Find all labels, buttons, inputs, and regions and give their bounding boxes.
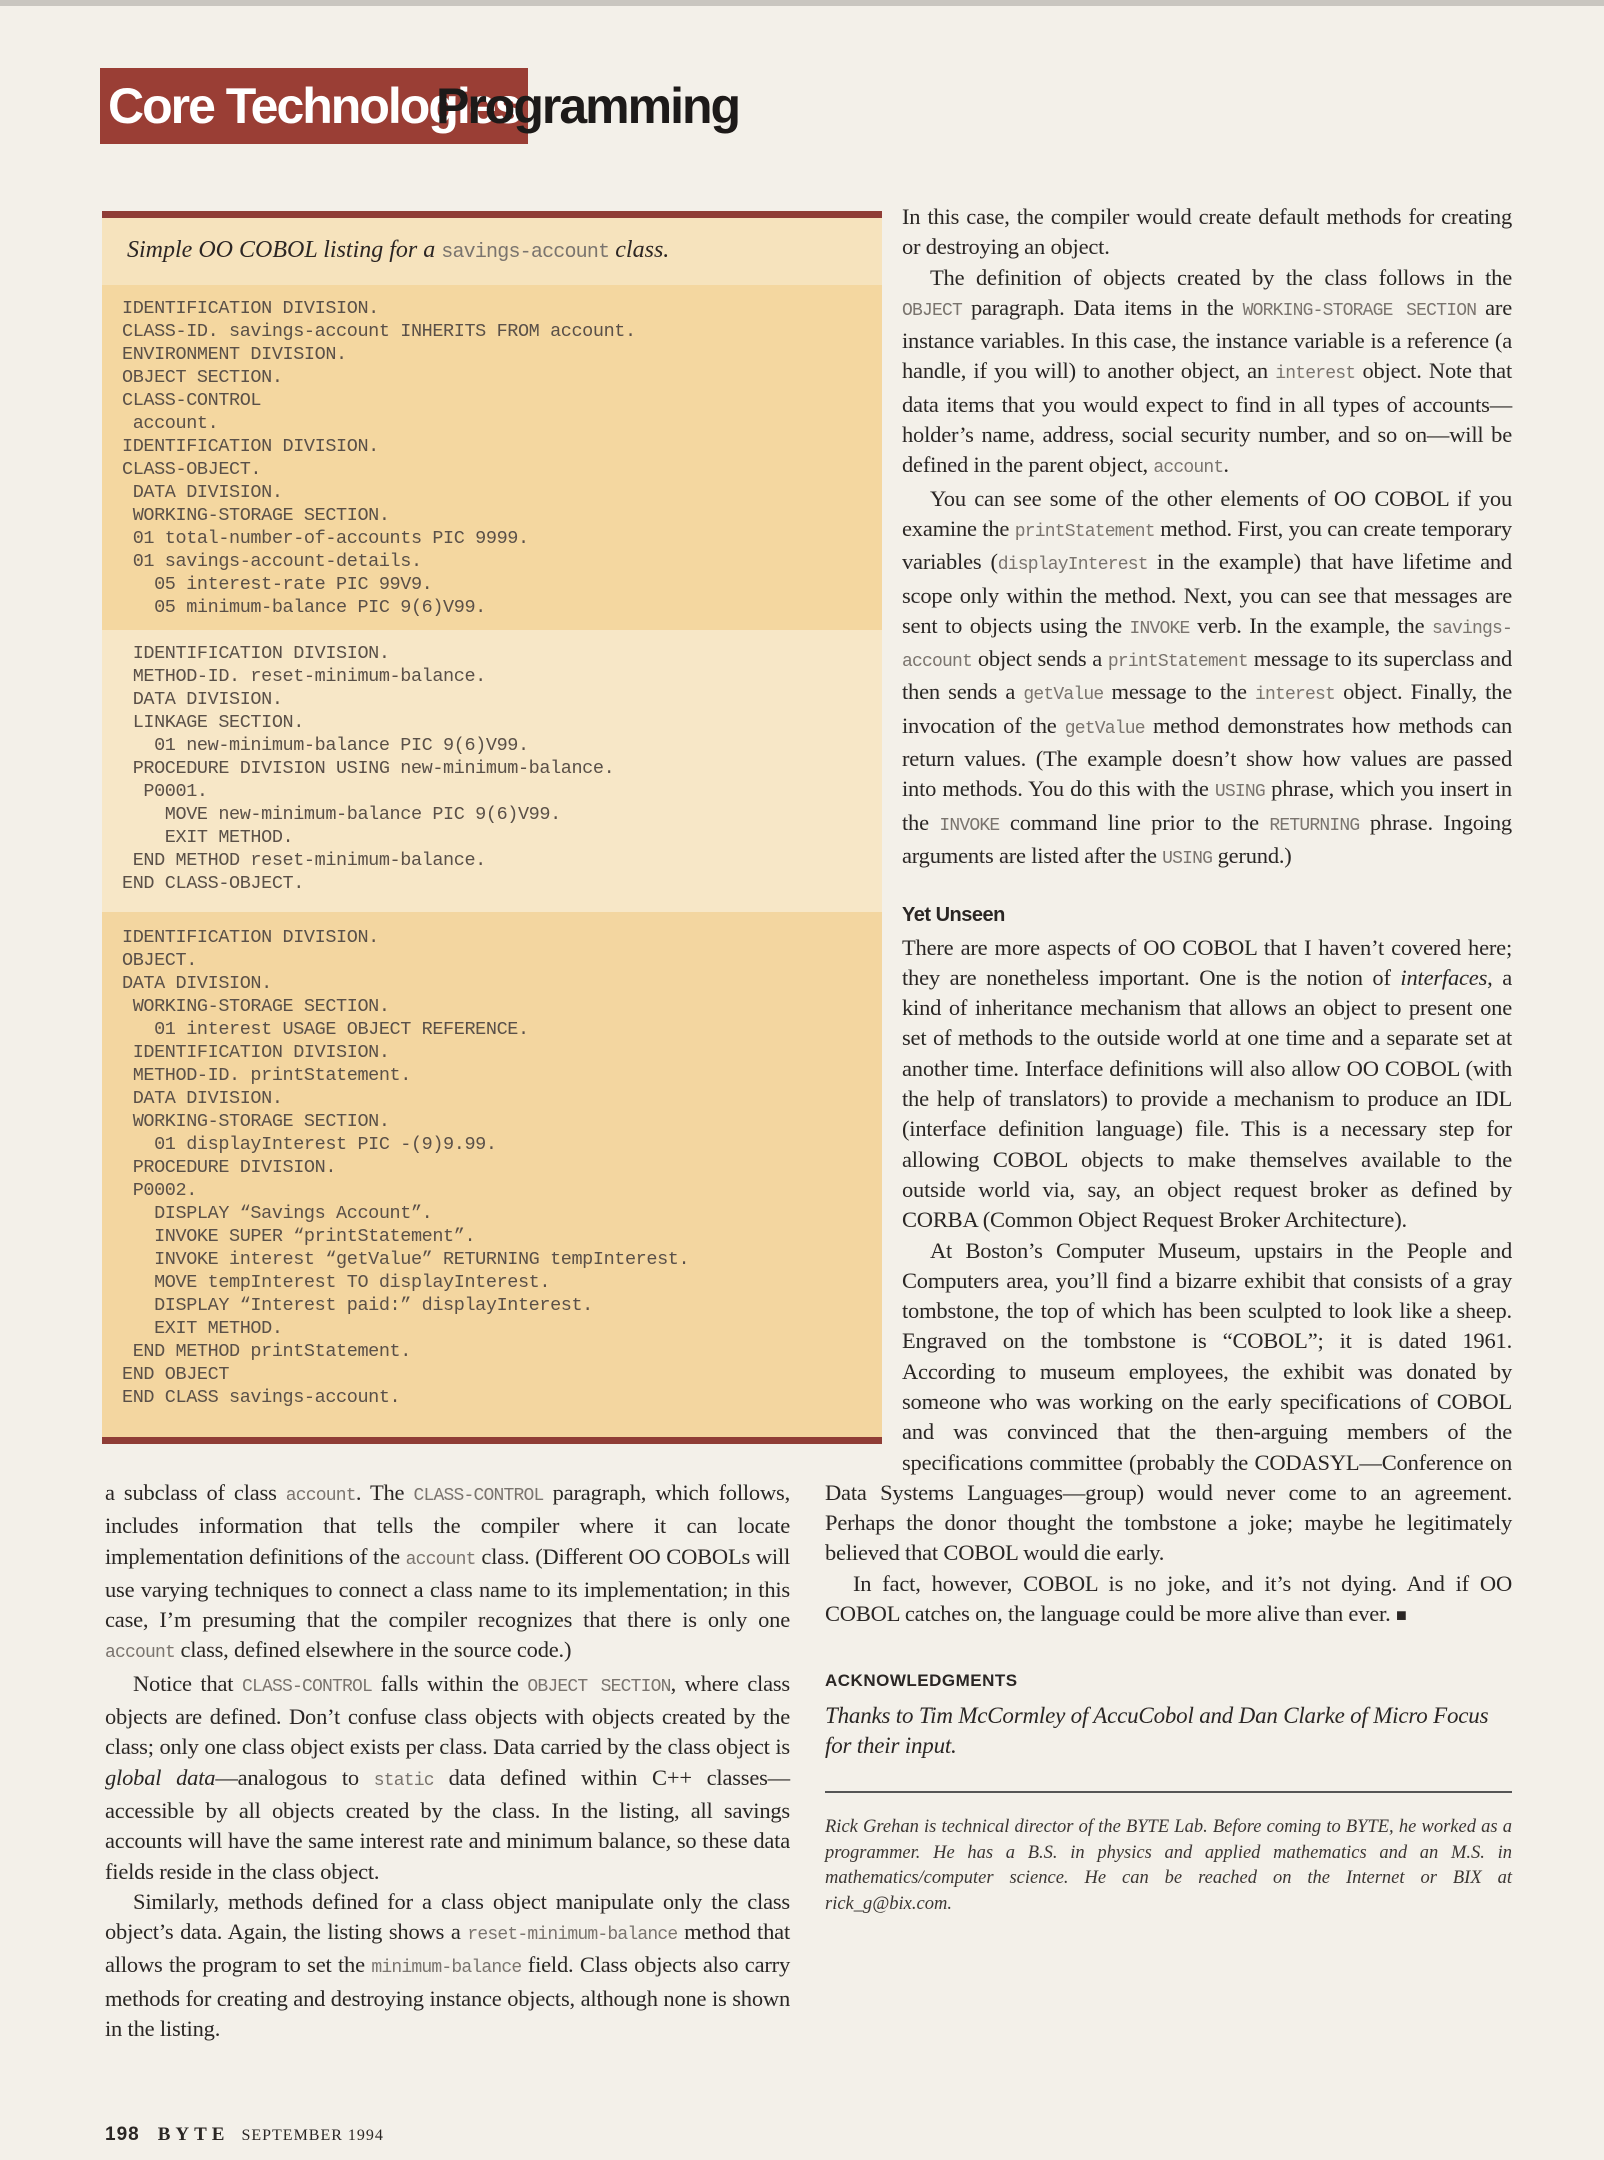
left-column: [105, 1478, 790, 2044]
text: object. Finally, the invocation of the: [902, 679, 1512, 738]
paragraph: [105, 1669, 790, 1887]
text: message to its superclass and then sends a: [902, 646, 1512, 705]
text: verb. In the example, the: [1189, 612, 1432, 638]
inline-code: INVOKE: [1129, 618, 1190, 639]
inline-code: printStatement: [1014, 521, 1155, 542]
inline-code: RETURNING: [1269, 815, 1360, 836]
paragraph: [825, 263, 1512, 484]
author-bio: Rick Grehan is technical director of the BYTE Lab. Before coming to BYTE, he worked as a programmer. He has a B.S. in physics and applied mathematics and an M.S. in mathematics/computer science. He can be reached on the Internet or BIX at rick_g@bix.com.: [825, 1817, 1512, 1914]
text: object. Note that data items that you would expect to find in all types of accounts—holder’s name, address, social security number, and so on—will be defined in the parent object,: [902, 358, 1512, 478]
section-heading: Yet Unseen: [902, 904, 1005, 927]
magazine-name: BYTE: [157, 2124, 230, 2145]
inline-code: account: [405, 1549, 476, 1570]
paragraph: [825, 1569, 1512, 1631]
paragraph: [105, 1478, 790, 1669]
text: method that allows the program to set the: [105, 1919, 790, 1978]
inline-code: savings-account: [902, 618, 1512, 673]
text: There are more aspects of OO COBOL that I haven’t covered here; they are nonetheless important. One is the notion of: [902, 934, 1512, 990]
code-block: IDENTIFICATION DIVISION. OBJECT. DATA DIVISION. WORKING-STORAGE SECTION. 01 interest USAGE OBJECT REFERENCE. IDENTIFICATION DIVISION. METHOD-ID. printStatement. DATA DIVISION. WORKING-STORAGE SECTION. 01 displayInterest PIC -(9)9.99. PROCEDURE DIVISION. P0002. DISPLAY “Savings Account”. INVOKE SUPER “printStatement”. INVOKE interest “getValue” RETURNING tempInterest. MOVE tempInterest TO displayInterest. DISPLAY “Interest paid:” displayInterest. EXIT METHOD. END METHOD printStatement. END OBJECT END CLASS savings-account.: [122, 927, 690, 1408]
text: .: [1223, 452, 1229, 478]
text: command line prior to the: [999, 809, 1270, 835]
inline-code: USING: [1214, 782, 1265, 803]
inline-code: printStatement: [1107, 652, 1248, 673]
divider: [825, 1791, 1512, 1793]
inline-code: displayInterest: [997, 555, 1148, 576]
inline-code: CLASS-CONTROL: [241, 1676, 372, 1697]
text: message to the: [1103, 679, 1255, 705]
text: , a kind of inheritance mechanism that allows an object to present one set of methods to the outside world at one time and a separate set at another time. Interface definitions will also allow OO COBOL (with the help of translators) to provide a mechanism to produce an IDL (interface definition language) file. This is a necessary step for allowing COBOL objects to make themselves available to the outside world via, say, an object request broker as defined by CORBA (Common Object Request Broker Architecture).: [902, 964, 1513, 1233]
inline-code: USING: [1162, 848, 1213, 869]
text: in the example) that have lifetime and scope only within the method. Next, you can see that messages are sent to objects using the: [902, 549, 1512, 638]
text: At Boston’s Computer Museum, upstairs in the People and Computers area, you’ll find a bizarre exhibit that consists of a gray tombstone, the top of which has been sculpted to look like a sheep. Engraved on the tombstone is “COBOL”; it is dated 1961. According to museum employees, the exhibit was donated by someone who was working on the early specifications of COBOL and was convinced that the then-arguing members of the specifications committee (probably the CODASYL—Conference on Data Systems Languages—group) would never come to an agreement. Perhaps the donor thought the tombstone a joke; maybe he legitimately believed that COBOL would die early.: [825, 1237, 1512, 1566]
bottom-rule: [102, 1437, 882, 1444]
paragraph: [825, 933, 1512, 1236]
inline-code: interest: [1275, 364, 1356, 385]
text: gerund.): [1212, 842, 1292, 868]
text: phrase. Ingoing arguments are listed after the: [902, 809, 1512, 868]
emphasis: interfaces: [1400, 964, 1488, 990]
text: . The: [355, 1480, 414, 1505]
inline-code: reset-minimum-balance: [467, 1925, 678, 1946]
listing-section-method: [102, 630, 882, 912]
paragraph: [825, 1236, 1512, 1569]
end-mark-icon: ■: [1395, 1605, 1407, 1626]
text: Similarly, methods defined for a class object manipulate only the class object’s data. Again, the listing shows a: [105, 1888, 790, 1945]
text: In this case, the compiler would create default methods for creating or destroying an object.: [902, 204, 1512, 260]
text: The definition of objects created by the class follows in the: [930, 264, 1512, 290]
inline-code: getValue: [1023, 685, 1104, 706]
text: paragraph. Data items in the: [962, 294, 1243, 320]
text: In fact, however, COBOL is no joke, and it’s not dying. And if OO COBOL catches on, the language could be more alive than ever.: [825, 1570, 1512, 1627]
text: You can see some of the other elements of OO COBOL if you examine the: [902, 485, 1512, 541]
text: class, defined elsewhere in the source code.): [175, 1637, 572, 1663]
text: a subclass of class: [105, 1480, 286, 1505]
inline-code: account: [285, 1486, 356, 1506]
listing-caption: [127, 237, 669, 264]
acknowledgments-heading: ACKNOWLEDGMENTS: [825, 1671, 1018, 1691]
acknowledgments-text: Thanks to Tim McCormley of AccuCobol and Dan Clarke of Micro Focus for their input.: [825, 1702, 1489, 1758]
paragraph: [825, 484, 1512, 875]
inline-code: static: [373, 1770, 434, 1791]
page-footer: [105, 2124, 384, 2146]
code-listing-box: [102, 211, 882, 1443]
page-top-edge: [0, 0, 1604, 6]
inline-code: minimum-balance: [371, 1958, 522, 1979]
inline-code: INVOKE: [939, 815, 1000, 836]
text: —analogous to: [215, 1764, 374, 1790]
text: method demonstrates how methods can return values. (The example doesn’t show how values are passed into methods. You do this with the: [902, 712, 1512, 802]
inline-code: interest: [1254, 685, 1335, 706]
caption-text-end: class.: [609, 237, 670, 263]
emphasis: global data: [105, 1764, 216, 1790]
code-block: IDENTIFICATION DIVISION. CLASS-ID. savings-account INHERITS FROM account. ENVIRONMENT DIVISION. OBJECT SECTION. CLASS-CONTROL account. IDENTIFICATION DIVISION. CLASS-OBJECT. DATA DIVISION. WORKING-STORAGE SECTION. 01 total-number-of-accounts PIC 9999. 01 savings-account-details. 05 interest-rate PIC 99V9. 05 minimum-balance PIC 9(6)V99.: [122, 298, 636, 618]
text: class. (Different OO COBOLs will use varying techniques to connect a class name to its implementation; in this case, I’m presuming that the compiler recognizes that there is only one: [105, 1543, 791, 1633]
text: data defined within C++ classes—accessible by all objects created by the class. In the listing, all savings accounts will have the same interest rate and minimum balance, so these data fields reside in the class object.: [105, 1764, 790, 1884]
text: field. Class objects also carry methods for creating and destroying instance objects, although none is shown in the listing.: [105, 1952, 790, 2042]
issue-date: SEPTEMBER 1994: [241, 2127, 384, 2144]
text: method. First, you can create temporary variables (: [902, 515, 1512, 575]
inline-code: getValue: [1064, 718, 1145, 739]
listing-section-object: [102, 912, 882, 1437]
top-rule: [102, 211, 882, 218]
text: Notice that: [133, 1670, 242, 1696]
inline-code: CLASS-CONTROL: [413, 1486, 544, 1506]
inline-code: OBJECT: [902, 300, 963, 321]
inline-code: WORKING-STORAGE SECTION: [1242, 300, 1477, 321]
text: falls within the: [371, 1670, 528, 1696]
caption-text: Simple OO COBOL listing for a: [127, 237, 442, 263]
paragraph: [825, 202, 1512, 263]
text: paragraph, which follows, includes information that tells the compiler where it can locate implementation definitions of the: [105, 1480, 790, 1569]
inline-code: account: [105, 1643, 176, 1664]
caption-code: savings-account: [441, 241, 610, 264]
right-column: [825, 202, 1512, 1917]
inline-code: account: [1153, 458, 1224, 479]
paragraph: [105, 1887, 790, 2044]
section-label: Core Technologies: [100, 68, 528, 144]
text: , where class objects are defined. Don’t confuse class objects with objects created by the class; only one class object exists per class. Data carried by the class object is: [105, 1670, 790, 1760]
inline-code: OBJECT SECTION: [527, 1676, 671, 1697]
listing-section-class: [102, 285, 882, 630]
page-number: 198: [105, 2124, 140, 2145]
code-block: IDENTIFICATION DIVISION. METHOD-ID. reset-minimum-balance. DATA DIVISION. LINKAGE SECTION. 01 new-minimum-balance PIC 9(6)V99. PROCEDURE DIVISION USING new-minimum-balance. P0001. MOVE new-minimum-balance PIC 9(6)V99. EXIT METHOD. END METHOD reset-minimum-balance. END CLASS-OBJECT.: [122, 643, 615, 894]
text: object sends a: [972, 646, 1108, 672]
text: are instance variables. In this case, the instance variable is a reference (a handle, if you will) to another object, an: [902, 294, 1513, 384]
text: phrase, which you insert in the: [902, 776, 1512, 835]
subsection-label: Programming: [436, 78, 740, 134]
